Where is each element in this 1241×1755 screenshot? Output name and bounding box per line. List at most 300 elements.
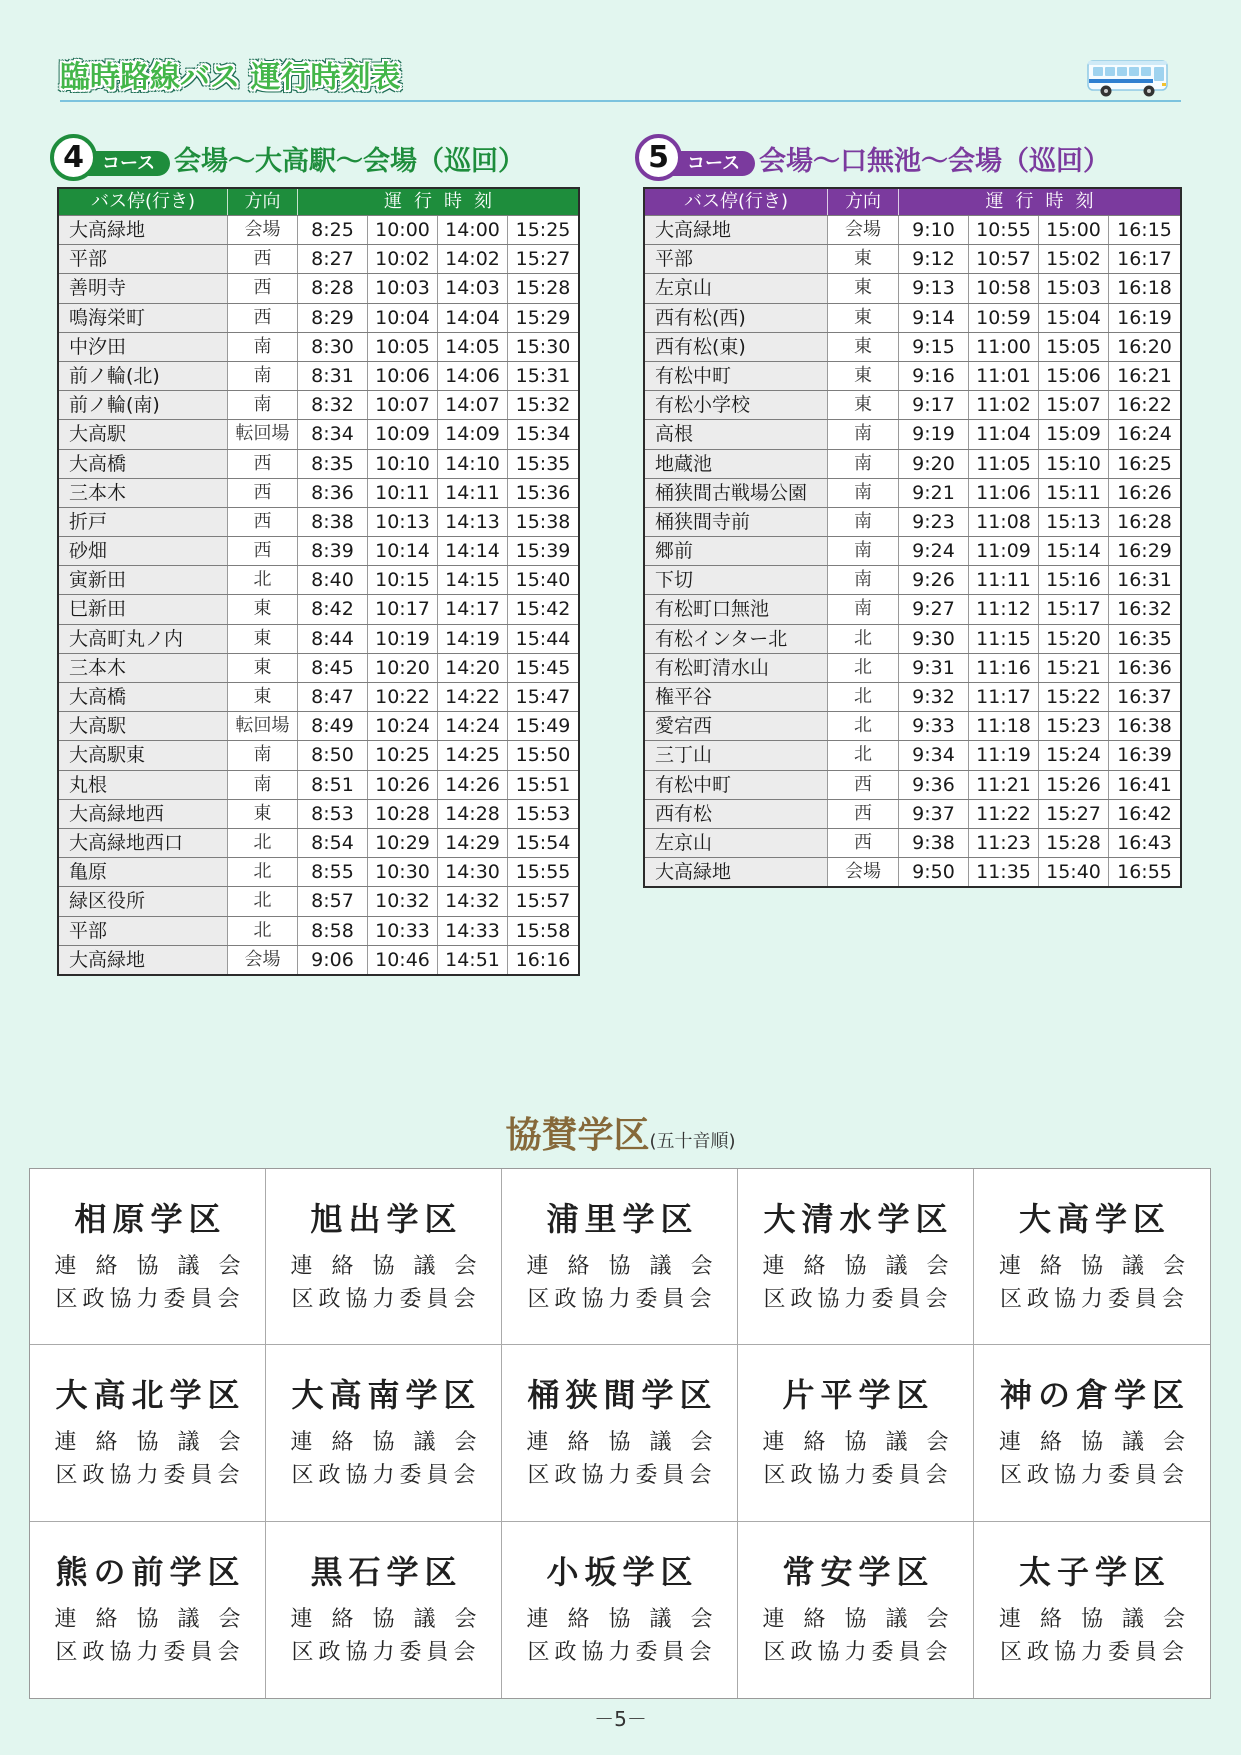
district-council-line: 連絡協議会 (54, 1430, 260, 1456)
timetable-body (59, 215, 578, 974)
direction-cell: 南 (228, 771, 298, 799)
district-name: 熊の前学区 (55, 1552, 246, 1591)
departure-time-cell: 10:17 (368, 595, 438, 623)
departure-time-cell: 15:16 (1039, 566, 1109, 594)
departure-time-cell: 8:28 (298, 274, 368, 302)
bus-stop-cell: 巳新田 (59, 595, 228, 623)
departure-time-cell: 15:44 (515, 627, 571, 650)
departure-time-cell: 11:18 (969, 712, 1039, 740)
departure-time-cell: 16:15 (1117, 219, 1172, 241)
departure-time-cell: 14:14 (438, 537, 508, 565)
departure-time-cell: 8:57 (298, 887, 368, 915)
direction-cell: 北 (828, 741, 899, 769)
bus-stop-cell: 大高橋 (59, 683, 228, 711)
course-heading (635, 130, 1115, 184)
departure-time-cell: 11:09 (969, 537, 1039, 565)
departure-time-cell: 10:25 (368, 741, 438, 769)
bus-stop-cell: 西有松(西) (645, 304, 828, 332)
departure-time-cell: 10:09 (368, 420, 438, 448)
departure-time-cell: 15:21 (1039, 654, 1109, 682)
direction-cell: 東 (228, 625, 298, 653)
departure-time-cell: 14:05 (438, 333, 508, 361)
departure-time-cell: 11:16 (969, 654, 1039, 682)
timetable-row (645, 536, 1180, 565)
departure-time-cell: 15:05 (1039, 333, 1109, 361)
district-committee-line: 区政協力委員会 (763, 1639, 953, 1665)
timetable-row (645, 711, 1180, 740)
departure-time-cell: 8:38 (298, 508, 368, 536)
departure-time-cell: 9:21 (899, 479, 969, 507)
departure-time-cell: 15:35 (515, 452, 571, 475)
departure-time-cell: 16:17 (1117, 248, 1172, 271)
departure-time-cell: 9:16 (899, 362, 969, 390)
departure-time-cell: 9:12 (899, 245, 969, 273)
bus-stop-cell: 桶狭間寺前 (645, 508, 828, 536)
bus-stop-cell: 三本木 (59, 479, 228, 507)
departure-time-cell: 11:17 (969, 683, 1039, 711)
bus-stop-cell: 前ノ輪(南) (59, 391, 228, 419)
page-number: －5－ (594, 1707, 647, 1731)
timetable-row (645, 303, 1180, 332)
timetable-row (645, 361, 1180, 390)
timetable-row (59, 507, 578, 536)
departure-time-cell: 15:50 (515, 744, 571, 767)
departure-time-cell: 14:51 (438, 946, 508, 974)
bus-stop-cell: 地蔵池 (645, 450, 828, 478)
departure-time-cell: 15:28 (515, 277, 571, 300)
district-card (502, 1169, 738, 1345)
timetable-row (645, 799, 1180, 828)
bus-stop-cell: 砂畑 (59, 537, 228, 565)
district-name: 大清水学区 (763, 1200, 954, 1238)
bus-stop-cell: 中汐田 (59, 333, 228, 361)
departure-time-cell: 15:36 (515, 481, 571, 504)
departure-time-cell: 16:29 (1117, 540, 1172, 563)
departure-time-cell: 10:05 (368, 333, 438, 361)
district-name: 常安学区 (782, 1552, 935, 1591)
timetable (643, 187, 1182, 888)
direction-cell: 東 (828, 304, 899, 332)
departure-time-cell: 9:36 (899, 771, 969, 799)
departure-time-cell: 8:35 (298, 450, 368, 478)
timetable-row (59, 419, 578, 448)
departure-time-cell: 9:20 (899, 450, 969, 478)
direction-cell: 東 (828, 274, 899, 302)
departure-time-cell: 15:14 (1039, 537, 1109, 565)
departure-time-cell: 15:40 (515, 569, 571, 592)
district-council-line: 連絡協議会 (526, 1606, 732, 1632)
district-name: 旭出学区 (310, 1200, 463, 1238)
title-divider (60, 100, 1181, 102)
departure-time-cell: 15:28 (1039, 829, 1109, 857)
timetable-row (645, 857, 1180, 886)
departure-time-cell: 14:07 (438, 391, 508, 419)
departure-time-cell: 14:22 (438, 683, 508, 711)
departure-time-cell: 11:01 (969, 362, 1039, 390)
district-council-line: 連絡協議会 (998, 1254, 1204, 1279)
district-card (266, 1169, 502, 1345)
bus-stop-cell: 善明寺 (59, 274, 228, 302)
direction-cell: 会場 (828, 216, 899, 244)
departure-time-cell: 10:04 (368, 304, 438, 332)
timetable-row (59, 361, 578, 390)
departure-time-cell: 10:30 (368, 858, 438, 886)
direction-cell: 西 (228, 450, 298, 478)
departure-time-cell: 8:54 (298, 829, 368, 857)
column-header-times: 運行時刻 (985, 191, 1106, 212)
bus-stop-cell: 有松町清水山 (645, 654, 828, 682)
departure-time-cell: 11:21 (969, 771, 1039, 799)
column-header-direction: 方向 (228, 189, 298, 215)
departure-time-cell: 14:33 (438, 917, 508, 945)
departure-time-cell: 9:24 (899, 537, 969, 565)
departure-time-cell: 8:55 (298, 858, 368, 886)
direction-cell: 西 (228, 508, 298, 536)
departure-time-cell: 11:23 (969, 829, 1039, 857)
departure-time-cell: 15:51 (515, 773, 571, 796)
timetable-row (645, 215, 1180, 244)
timetable-row (645, 624, 1180, 653)
departure-time-cell: 14:20 (438, 654, 508, 682)
departure-time-cell: 10:11 (368, 479, 438, 507)
district-name: 片平学区 (782, 1376, 935, 1415)
district-name: 浦里学区 (546, 1200, 699, 1238)
departure-time-cell: 15:57 (515, 890, 571, 913)
departure-time-cell: 14:13 (438, 508, 508, 536)
departure-time-cell: 16:36 (1117, 656, 1172, 679)
departure-time-cell: 10:28 (368, 800, 438, 828)
bus-stop-cell: 大高駅東 (59, 741, 228, 769)
departure-time-cell: 15:38 (515, 510, 571, 533)
departure-time-cell: 15:31 (515, 364, 571, 387)
departure-time-cell: 8:32 (298, 391, 368, 419)
district-committee-line: 区政協力委員会 (527, 1639, 717, 1665)
departure-time-cell: 10:03 (368, 274, 438, 302)
timetable-row (59, 624, 578, 653)
district-card (30, 1345, 266, 1521)
district-card (502, 1345, 738, 1521)
departure-time-cell: 10:26 (368, 771, 438, 799)
timetable-row (645, 770, 1180, 799)
departure-time-cell: 11:04 (969, 420, 1039, 448)
departure-time-cell: 8:53 (298, 800, 368, 828)
bus-stop-cell: 平部 (59, 917, 228, 945)
district-council-line: 連絡協議会 (290, 1254, 496, 1279)
timetable-row (645, 449, 1180, 478)
district-committee-line: 区政協力委員会 (55, 1287, 245, 1312)
bus-stop-cell: 大高緑地西 (59, 800, 228, 828)
direction-cell: 東 (228, 654, 298, 682)
departure-time-cell: 8:40 (298, 566, 368, 594)
bus-stop-cell: 大高橋 (59, 450, 228, 478)
district-committee-line: 区政協力委員会 (999, 1639, 1189, 1665)
departure-time-cell: 14:30 (438, 858, 508, 886)
direction-cell: 北 (828, 654, 899, 682)
departure-time-cell: 8:44 (298, 625, 368, 653)
direction-cell: 北 (228, 566, 298, 594)
departure-time-cell: 16:22 (1117, 394, 1172, 417)
departure-time-cell: 15:42 (515, 598, 571, 621)
bus-stop-cell: 緑区役所 (59, 887, 228, 915)
departure-time-cell: 16:55 (1117, 861, 1172, 884)
direction-cell: 南 (828, 537, 899, 565)
departure-time-cell: 14:25 (438, 741, 508, 769)
departure-time-cell: 10:33 (368, 917, 438, 945)
timetable-row (59, 565, 578, 594)
bus-stop-cell: 大高町丸ノ内 (59, 625, 228, 653)
departure-time-cell: 9:10 (899, 216, 969, 244)
departure-time-cell: 14:17 (438, 595, 508, 623)
bus-stop-cell: 有松町口無池 (645, 595, 828, 623)
timetable-row (59, 536, 578, 565)
district-card (266, 1522, 502, 1698)
departure-time-cell: 14:04 (438, 304, 508, 332)
direction-cell: 東 (228, 595, 298, 623)
timetable-row (59, 799, 578, 828)
district-card (30, 1169, 266, 1345)
bus-stop-cell: 寅新田 (59, 566, 228, 594)
bus-stop-cell: 折戸 (59, 508, 228, 536)
column-header-times: 運行時刻 (384, 191, 504, 212)
direction-cell: 東 (228, 683, 298, 711)
direction-cell: 西 (828, 829, 899, 857)
bus-stop-cell: 丸根 (59, 771, 228, 799)
timetable-row (59, 653, 578, 682)
departure-time-cell: 15:27 (1039, 800, 1109, 828)
departure-time-cell: 15:55 (515, 861, 571, 884)
departure-time-cell: 9:30 (899, 625, 969, 653)
departure-time-cell: 15:49 (515, 715, 571, 738)
district-committee-line: 区政協力委員会 (999, 1287, 1189, 1312)
district-committee-line: 区政協力委員会 (55, 1639, 245, 1665)
district-council-line: 連絡協議会 (526, 1430, 732, 1456)
district-committee-line: 区政協力委員会 (55, 1463, 245, 1489)
departure-time-cell: 8:49 (298, 712, 368, 740)
departure-time-cell: 9:13 (899, 274, 969, 302)
bus-stop-cell: 下切 (645, 566, 828, 594)
direction-cell: 南 (228, 333, 298, 361)
timetable-row (59, 594, 578, 623)
departure-time-cell: 10:58 (969, 274, 1039, 302)
departure-time-cell: 11:06 (969, 479, 1039, 507)
departure-time-cell: 8:36 (298, 479, 368, 507)
departure-time-cell: 16:24 (1117, 423, 1172, 446)
departure-time-cell: 15:17 (1039, 595, 1109, 623)
district-card (738, 1522, 974, 1698)
direction-cell: 東 (828, 333, 899, 361)
timetable-row (59, 244, 578, 273)
bus-stop-cell: 大高緑地西口 (59, 829, 228, 857)
district-council-line: 連絡協議会 (762, 1254, 968, 1279)
departure-time-cell: 11:19 (969, 741, 1039, 769)
district-card (738, 1345, 974, 1521)
direction-cell: 西 (828, 771, 899, 799)
departure-time-cell: 15:06 (1039, 362, 1109, 390)
bus-stop-cell: 亀原 (59, 858, 228, 886)
direction-cell: 東 (828, 245, 899, 273)
direction-cell: 北 (828, 683, 899, 711)
direction-cell: 会場 (828, 858, 899, 886)
bus-stop-cell: 有松中町 (645, 362, 828, 390)
direction-cell: 南 (828, 420, 899, 448)
timetable (57, 187, 580, 976)
direction-cell: 転回場 (228, 712, 298, 740)
departure-time-cell: 9:34 (899, 741, 969, 769)
departure-time-cell: 9:50 (899, 858, 969, 886)
departure-time-cell: 14:24 (438, 712, 508, 740)
departure-time-cell: 14:11 (438, 479, 508, 507)
departure-time-cell: 9:26 (899, 566, 969, 594)
departure-time-cell: 9:17 (899, 391, 969, 419)
timetable-header (59, 189, 578, 215)
departure-time-cell: 9:32 (899, 683, 969, 711)
timetable-header (645, 189, 1180, 215)
departure-time-cell: 10:20 (368, 654, 438, 682)
timetable-row (59, 945, 578, 974)
departure-time-cell: 15:11 (1039, 479, 1109, 507)
bus-stop-cell: 有松小学校 (645, 391, 828, 419)
timetable-row (645, 828, 1180, 857)
departure-time-cell: 8:30 (298, 333, 368, 361)
district-committee-line: 区政協力委員会 (527, 1463, 717, 1489)
direction-cell: 西 (828, 800, 899, 828)
departure-time-cell: 15:34 (515, 423, 571, 446)
timetable-row (59, 857, 578, 886)
departure-time-cell: 10:24 (368, 712, 438, 740)
departure-time-cell: 16:41 (1117, 773, 1172, 796)
departure-time-cell: 10:57 (969, 245, 1039, 273)
district-name: 神の倉学区 (999, 1376, 1190, 1415)
departure-time-cell: 8:42 (298, 595, 368, 623)
departure-time-cell: 15:22 (1039, 683, 1109, 711)
departure-time-cell: 10:13 (368, 508, 438, 536)
timetable-row (645, 244, 1180, 273)
bus-stop-cell: 平部 (59, 245, 228, 273)
timetable-row (59, 770, 578, 799)
departure-time-cell: 15:23 (1039, 712, 1109, 740)
departure-time-cell: 10:55 (969, 216, 1039, 244)
sponsors-subtitle: (五十音順) (649, 1131, 736, 1152)
departure-time-cell: 10:06 (368, 362, 438, 390)
timetable-row (645, 332, 1180, 361)
departure-time-cell: 15:58 (515, 919, 571, 942)
bus-stop-cell: 高根 (645, 420, 828, 448)
departure-time-cell: 10:07 (368, 391, 438, 419)
bus-stop-cell: 三丁山 (645, 741, 828, 769)
departure-time-cell: 10:14 (368, 537, 438, 565)
bus-stop-cell: 三本木 (59, 654, 228, 682)
departure-time-cell: 14:06 (438, 362, 508, 390)
departure-time-cell: 15:29 (515, 306, 571, 329)
departure-time-cell: 11:22 (969, 800, 1039, 828)
departure-time-cell: 16:26 (1117, 481, 1172, 504)
departure-time-cell: 15:54 (515, 831, 571, 854)
departure-time-cell: 15:47 (515, 686, 571, 708)
bus-stop-cell: 前ノ輪(北) (59, 362, 228, 390)
departure-time-cell: 10:15 (368, 566, 438, 594)
direction-cell: 南 (228, 741, 298, 769)
departure-time-cell: 14:00 (438, 216, 508, 244)
departure-time-cell: 15:00 (1039, 216, 1109, 244)
departure-time-cell: 11:11 (969, 566, 1039, 594)
direction-cell: 南 (828, 508, 899, 536)
district-council-line: 連絡協議会 (998, 1606, 1204, 1632)
timetable-row (645, 653, 1180, 682)
bus-stop-cell: 桶狭間古戦場公園 (645, 479, 828, 507)
timetable-row (59, 828, 578, 857)
timetable-row (59, 886, 578, 915)
departure-time-cell: 16:43 (1117, 831, 1172, 854)
departure-time-cell: 10:02 (368, 245, 438, 273)
direction-cell: 南 (828, 450, 899, 478)
district-council-line: 連絡協議会 (54, 1254, 260, 1279)
departure-time-cell: 8:29 (298, 304, 368, 332)
timetable-row (645, 682, 1180, 711)
district-card (974, 1522, 1210, 1698)
departure-time-cell: 14:19 (438, 625, 508, 653)
departure-time-cell: 9:31 (899, 654, 969, 682)
departure-time-cell: 16:38 (1117, 715, 1172, 738)
departure-time-cell: 15:30 (515, 335, 571, 358)
direction-cell: 北 (228, 917, 298, 945)
direction-cell: 東 (828, 391, 899, 419)
departure-time-cell: 16:37 (1117, 686, 1172, 708)
district-committee-line: 区政協力委員会 (291, 1463, 481, 1489)
direction-cell: 西 (228, 245, 298, 273)
direction-cell: 西 (228, 479, 298, 507)
departure-time-cell: 10:59 (969, 304, 1039, 332)
departure-time-cell: 15:09 (1039, 420, 1109, 448)
district-card (738, 1169, 974, 1345)
bus-stop-cell: 大高緑地 (59, 946, 228, 974)
direction-cell: 南 (828, 479, 899, 507)
departure-time-cell: 15:20 (1039, 625, 1109, 653)
departure-time-cell: 14:32 (438, 887, 508, 915)
direction-cell: 西 (228, 537, 298, 565)
bus-stop-cell: 西有松(東) (645, 333, 828, 361)
bus-stop-cell: 平部 (645, 245, 828, 273)
departure-time-cell: 16:42 (1117, 802, 1172, 825)
district-committee-line: 区政協力委員会 (999, 1463, 1189, 1489)
district-committee-line: 区政協力委員会 (763, 1287, 953, 1312)
district-card (974, 1345, 1210, 1521)
district-council-line: 連絡協議会 (762, 1430, 968, 1456)
bus-stop-cell: 郷前 (645, 537, 828, 565)
departure-time-cell: 8:31 (298, 362, 368, 390)
district-name: 大高学区 (1018, 1200, 1171, 1238)
bus-stop-cell: 大高駅 (59, 420, 228, 448)
departure-time-cell: 8:25 (298, 216, 368, 244)
direction-cell: 会場 (228, 946, 298, 974)
bus-stop-cell: 西有松 (645, 800, 828, 828)
departure-time-cell: 15:25 (515, 219, 571, 241)
timetable-row (645, 478, 1180, 507)
direction-cell: 東 (228, 800, 298, 828)
bus-stop-cell: 有松中町 (645, 771, 828, 799)
departure-time-cell: 11:12 (969, 595, 1039, 623)
departure-time-cell: 9:15 (899, 333, 969, 361)
departure-time-cell: 8:50 (298, 741, 368, 769)
district-council-line: 連絡協議会 (526, 1254, 732, 1279)
departure-time-cell: 16:21 (1117, 364, 1172, 387)
departure-time-cell: 15:24 (1039, 741, 1109, 769)
departure-time-cell: 11:00 (969, 333, 1039, 361)
departure-time-cell: 10:19 (368, 625, 438, 653)
departure-time-cell: 8:47 (298, 683, 368, 711)
bus-stop-cell: 大高緑地 (59, 216, 228, 244)
departure-time-cell: 15:39 (515, 540, 571, 563)
departure-time-cell: 11:35 (969, 858, 1039, 886)
